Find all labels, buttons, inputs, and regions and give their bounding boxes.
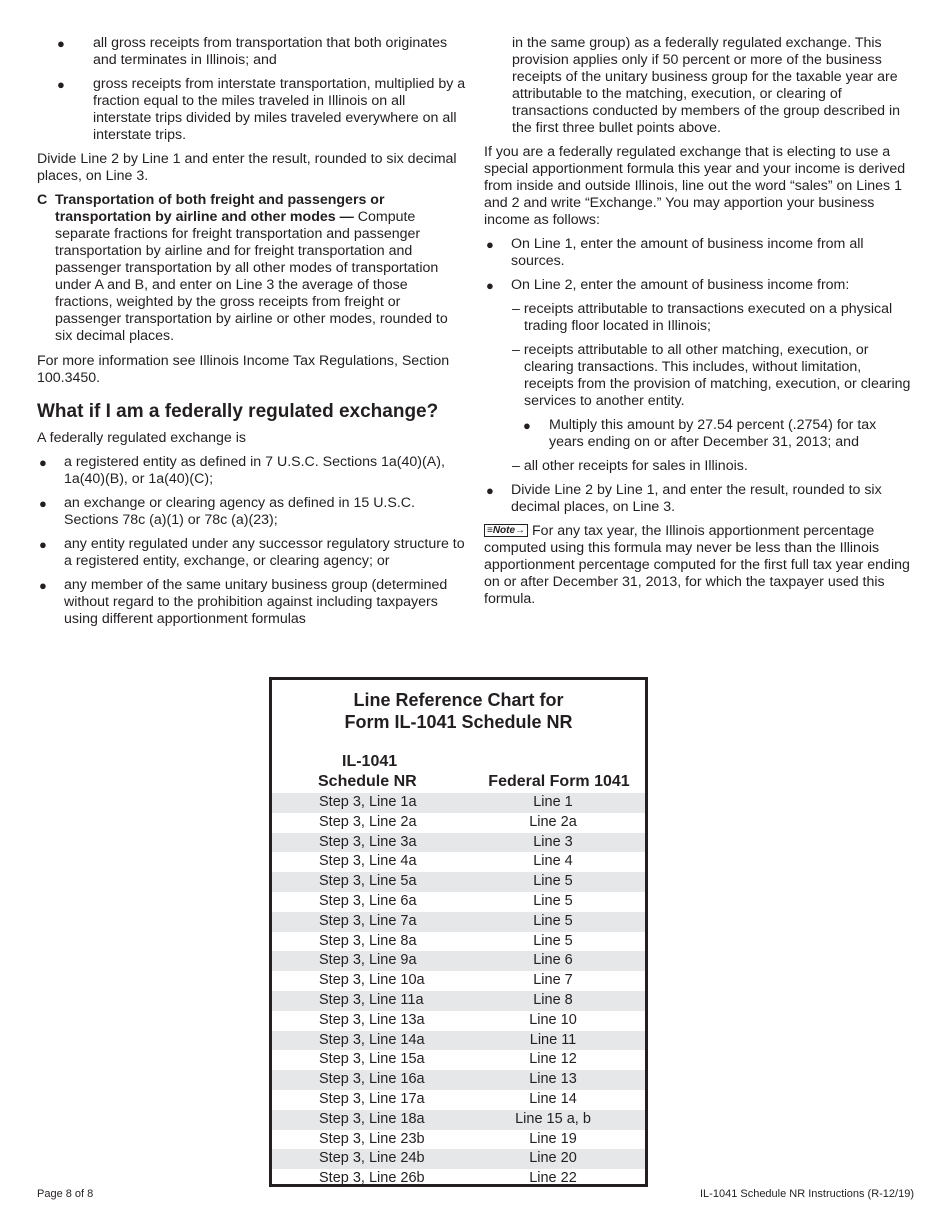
il1041-line-cell: Step 3, Line 23b xyxy=(319,1130,425,1147)
list-item: ● gross receipts from interstate transportation, multiplied by a fraction equal to the miles traveled in Illinois on all interstate trips divided by miles traveled everywhere on all interstate trips. xyxy=(57,76,466,143)
federal-line-cell: Line 15 a, b xyxy=(515,1110,591,1127)
federal-line-cell: Line 22 xyxy=(529,1170,577,1187)
more-info-text: For more information see Illinois Income Tax Regulations, Section 100.3450. xyxy=(37,353,450,386)
federal-line-cell: Line 2a xyxy=(529,813,577,830)
il1041-line-cell: Step 3, Line 9a xyxy=(319,952,417,969)
federal-line-cell: Line 6 xyxy=(533,952,573,969)
bullet-icon: ● xyxy=(523,418,531,433)
bullet-icon: ● xyxy=(39,455,47,470)
federal-line-cell: Line 19 xyxy=(529,1130,577,1147)
il1041-line-cell: Step 3, Line 13a xyxy=(319,1011,425,1028)
federal-line-cell: Line 5 xyxy=(533,912,573,929)
section-heading: What if I am a federally regulated exchange? xyxy=(37,401,439,422)
federal-line-cell: Line 10 xyxy=(529,1011,577,1028)
table-row xyxy=(272,971,645,991)
bullet-icon: ● xyxy=(39,578,47,593)
right-column xyxy=(484,35,914,615)
column-header-federal: Federal Form 1041 xyxy=(488,773,630,790)
table-row xyxy=(272,1130,645,1150)
note-icon: ≡Note→ xyxy=(484,524,528,537)
il1041-line-cell: Step 3, Line 10a xyxy=(319,972,425,989)
il1041-line-cell: Step 3, Line 4a xyxy=(319,853,417,870)
table-row xyxy=(272,1011,645,1031)
list-item: ● any member of the same unitary business group (determined without regard to the prohibition against including taxpayers using different apportionment formulas xyxy=(39,577,448,627)
section-c-heading: Transportation of both freight and passengers or transportation by airline and other modes — xyxy=(55,192,385,225)
il1041-line-cell: Step 3, Line 6a xyxy=(319,892,417,909)
chart-rows xyxy=(272,793,645,1189)
table-row xyxy=(272,1149,645,1169)
bullet-icon: ● xyxy=(486,278,494,293)
federal-line-cell: Line 12 xyxy=(529,1051,577,1068)
chart-title: Line Reference Chart for Form IL-1041 Schedule NR xyxy=(344,690,573,732)
table-row xyxy=(272,793,645,813)
federal-line-cell: Line 4 xyxy=(533,853,573,870)
federal-line-cell: Line 1 xyxy=(533,794,573,810)
dash-item: – receipts attributable to all other matching, execution, or clearing transactions. This includes, without limitation, receipts from the provision of matching, execution, or clearing services to another entity. xyxy=(512,342,911,409)
table-row xyxy=(272,833,645,853)
il1041-line-cell: Step 3, Line 26b xyxy=(319,1170,425,1187)
table-row xyxy=(272,951,645,971)
form-reference: IL-1041 Schedule NR Instructions (R-12/19) xyxy=(700,1188,914,1200)
section-c-text: Compute separate fractions for freight transportation and passenger transportation by airline and for freight transportation and passenger transportation by all other modes of transportation under A and B, and enter on Line 3 the average of those fractions, weighted by the gross receipts from freight or passenger transportation by airline or other modes, rounded to six decimal places. xyxy=(55,209,448,344)
dash-item: – all other receipts for sales in Illinois. xyxy=(512,458,748,474)
bullet-icon: ● xyxy=(57,77,65,92)
section-c xyxy=(37,192,467,345)
list-item: ● a registered entity as defined in 7 U.S.C. Sections 1a(40)(A), 1a(40)(B), or 1a(40)(C); xyxy=(39,454,445,487)
federal-line-cell: Line 13 xyxy=(529,1071,577,1088)
page-number: Page 8 of 8 xyxy=(37,1188,94,1200)
il1041-line-cell: Step 3, Line 8a xyxy=(319,932,417,949)
list-item: ● Divide Line 2 by Line 1, and enter the result, rounded to six decimal places, on Line 3. xyxy=(486,482,882,515)
federal-line-cell: Line 11 xyxy=(529,1031,577,1048)
federal-line-cell: Line 5 xyxy=(533,873,573,890)
federal-line-cell: Line 20 xyxy=(529,1150,577,1167)
il1041-line-cell: Step 3, Line 3a xyxy=(319,833,417,850)
column-header-il1041: IL-1041 Schedule NR xyxy=(318,753,417,790)
table-row xyxy=(272,1050,645,1070)
left-column xyxy=(37,35,467,635)
bullet-icon: ● xyxy=(486,483,494,498)
bullet-icon: ● xyxy=(39,537,47,552)
table-row xyxy=(272,1070,645,1090)
il1041-line-cell: Step 3, Line 16a xyxy=(319,1071,425,1088)
table-row xyxy=(272,1110,645,1130)
list-item: ● an exchange or clearing agency as defined in 15 U.S.C. Sections 78c (a)(1) or 78c (a)(23); xyxy=(39,495,415,528)
il1041-line-cell: Step 3, Line 5a xyxy=(319,873,417,890)
continuation-text: in the same group) as a federally regulated exchange. This provision applies only if 50 percent or more of the business receipts of the unitary business group for the taxable year are attributable to the matching, execution, or clearing of transactions conducted by members of the group described in the first three bullet points above. xyxy=(512,35,901,136)
list-item: ● On Line 1, enter the amount of business income from all sources. xyxy=(486,236,864,269)
electing-text: If you are a federally regulated exchange that is electing to use a special apportionment formula this year and your income is derived from inside and outside Illinois, line out the word “sales” on Lines 1 and 2 and write “Exchange.” You may apportion your business income as follows: xyxy=(484,144,906,228)
il1041-line-cell: Step 3, Line 14a xyxy=(319,1031,425,1048)
table-row xyxy=(272,932,645,952)
il1041-line-cell: Step 3, Line 17a xyxy=(319,1090,425,1107)
table-row xyxy=(272,852,645,872)
list-item: ● all gross receipts from transportation that both originates and terminates in Illinois; and xyxy=(57,35,448,68)
federal-line-cell: Line 3 xyxy=(533,833,573,850)
bullet-icon: ● xyxy=(39,496,47,511)
table-row xyxy=(272,1031,645,1051)
intro-text: A federally regulated exchange is xyxy=(37,430,247,446)
list-item: ● any entity regulated under any successor regulatory structure to a registered entity, exchange, or clearing agency; or xyxy=(39,536,465,569)
il1041-line-cell: Step 3, Line 15a xyxy=(319,1051,425,1068)
il1041-line-cell: Step 3, Line 11a xyxy=(319,991,424,1008)
federal-line-cell: Line 5 xyxy=(533,932,573,949)
federal-line-cell: Line 8 xyxy=(533,991,573,1008)
chart-header xyxy=(272,752,645,792)
federal-line-cell: Line 5 xyxy=(533,892,573,909)
line-reference-chart xyxy=(269,677,648,1187)
bullet-icon: ● xyxy=(486,237,494,252)
list-item: ● On Line 2, enter the amount of business income from: xyxy=(486,277,850,293)
bullet-icon: ● xyxy=(57,36,65,51)
table-row xyxy=(272,1169,645,1189)
dash-item: – receipts attributable to transactions executed on a physical trading floor located in Illinois; xyxy=(512,301,893,334)
list-item: ● Multiply this amount by 27.54 percent (.2754) for tax years ending on or after December 31, 2013; and xyxy=(523,417,877,450)
table-row xyxy=(272,872,645,892)
divide-instruction: Divide Line 2 by Line 1 and enter the result, rounded to six decimal places, on Line 3. xyxy=(37,151,457,184)
note-paragraph xyxy=(484,523,914,608)
table-row xyxy=(272,813,645,833)
il1041-line-cell: Step 3, Line 1a xyxy=(319,794,417,810)
il1041-line-cell: Step 3, Line 18a xyxy=(319,1110,425,1127)
table-row xyxy=(272,991,645,1011)
federal-line-cell: Line 7 xyxy=(533,972,573,989)
section-letter: C xyxy=(37,192,48,208)
table-row xyxy=(272,892,645,912)
il1041-line-cell: Step 3, Line 24b xyxy=(319,1150,425,1167)
il1041-line-cell: Step 3, Line 2a xyxy=(319,813,417,830)
table-row xyxy=(272,1090,645,1110)
federal-line-cell: Line 14 xyxy=(529,1090,577,1107)
note-text: For any tax year, the Illinois apportionment percentage computed using this formula may never be less than the Illinois apportionment percentage computed for the first full tax year ending on or after December 31, 2013, for which the taxpayer used this formula. xyxy=(484,523,910,607)
il1041-line-cell: Step 3, Line 7a xyxy=(319,912,417,929)
table-row xyxy=(272,912,645,932)
